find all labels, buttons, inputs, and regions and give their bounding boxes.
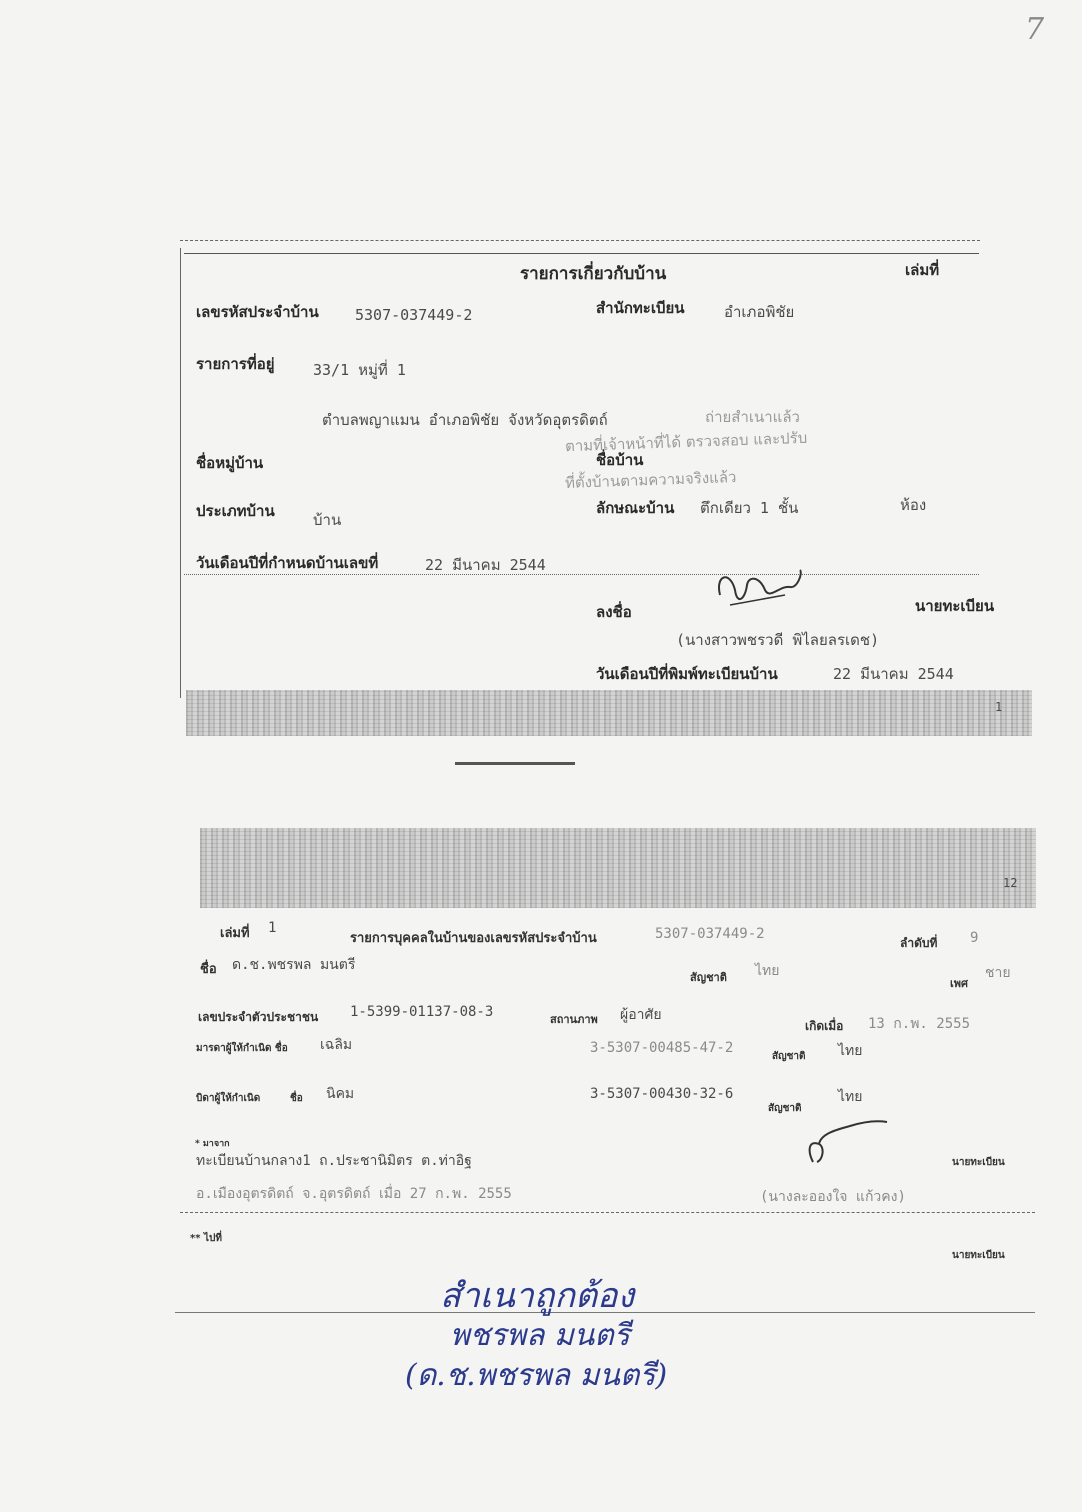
house-style: ตึกเดียว 1 ชั้น: [700, 499, 799, 517]
born-label: เกิดเมื่อ: [805, 1019, 844, 1033]
assigned-date-label: วันเดือนปีที่กำหนดบ้านเลขที่: [196, 554, 379, 572]
status-value: ผู้อาศัย: [620, 1007, 662, 1023]
office-label: สำนักทะเบียน: [596, 299, 685, 317]
status-label: สถานภาพ: [550, 1013, 598, 1026]
person-top-shading: [200, 828, 1036, 908]
house-code: 5307-037449-2: [355, 306, 473, 324]
house-name-label: ชื่อบ้าน: [596, 451, 644, 469]
person-name: ด.ช.พชรพล มนตรี: [232, 957, 356, 973]
print-date: 22 มีนาคม 2544: [833, 665, 954, 683]
name-label: ชื่อ: [200, 962, 217, 977]
rooms-label: ห้อง: [900, 496, 927, 514]
certifier-signature: พชรพล มนตรี: [450, 1318, 630, 1353]
sex-value: ชาย: [985, 965, 1011, 981]
order-label: ลำดับที่: [900, 936, 938, 950]
address-label: รายการที่อยู่: [196, 355, 275, 373]
house-code-label: เลขรหัสประจำบ้าน: [196, 303, 319, 321]
father-nationality: ไทย: [838, 1089, 863, 1105]
order-no: 9: [970, 930, 979, 946]
house-book-label: เล่มที่: [905, 261, 940, 279]
nationality-label: สัญชาติ: [690, 971, 727, 984]
house-section-title: รายการเกี่ยวกับบ้าน: [520, 264, 667, 284]
person-registrar-label: นายทะเบียน: [952, 1157, 1005, 1168]
house-bottom-shading: [186, 690, 1032, 736]
house-type-label: ประเภทบ้าน: [196, 502, 275, 520]
father-name: นิคม: [326, 1086, 355, 1102]
id-value: 1-5399-01137-08-3: [350, 1004, 494, 1020]
sign-label: ลงชื่อ: [596, 603, 632, 621]
mother-label: มารดาผู้ให้กำเนิด ชื่อ: [196, 1043, 288, 1054]
copy-stamp-line3: ที่ตั้งบ้านตามความจริงแล้ว: [564, 468, 737, 492]
id-label: เลขประจำตัวประชาชน: [198, 1010, 319, 1024]
address-line1: 33/1 หมู่ที่ 1: [313, 361, 406, 379]
person-house-code: 5307-037449-2: [655, 926, 765, 942]
assigned-date: 22 มีนาคม 2544: [425, 556, 546, 574]
mother-id: 3-5307-00485-47-2: [590, 1040, 734, 1056]
registrar-signature-icon: [705, 565, 815, 615]
mother-name: เฉลิม: [320, 1037, 353, 1053]
nationality-value: ไทย: [755, 963, 780, 979]
person-book-no: 1: [268, 920, 277, 936]
person-registrar-label2: นายทะเบียน: [952, 1250, 1005, 1261]
born-value: 13 ก.พ. 2555: [868, 1016, 970, 1032]
mother-nationality: ไทย: [838, 1043, 863, 1059]
person-book-label: เล่มที่: [220, 926, 250, 941]
moved-from-line2: อ.เมืองอุตรดิตถ์ จ.อุตรดิตถ์ เมื่อ 27 ก.พ. 2555: [196, 1186, 512, 1202]
father-nat-label: สัญชาติ: [768, 1103, 802, 1114]
print-date-label: วันเดือนปีที่พิมพ์ทะเบียนบ้าน: [596, 665, 778, 683]
father-id: 3-5307-00430-32-6: [590, 1086, 734, 1102]
separator-stroke: [455, 762, 575, 765]
registrar-label: นายทะเบียน: [915, 597, 995, 615]
copy-stamp-line2: ตามที่เจ้าหน้าที่ได้ ตรวจสอบ และปรับ: [564, 428, 808, 456]
person-dashed-rule: [180, 1212, 1035, 1213]
address-line2: ตำบลพญาแมน อำเภอพิชัย จังหวัดอุตรดิตถ์: [322, 411, 608, 429]
house-style-label: ลักษณะบ้าน: [596, 499, 675, 517]
mother-nat-label: สัญชาติ: [772, 1051, 806, 1062]
house-type: บ้าน: [313, 511, 342, 529]
registrar-name: (นางสาวพชรวดี พิไลยลรเดช): [676, 631, 880, 649]
father-label: บิดาผู้ให้กำเนิด: [196, 1093, 261, 1104]
sex-label: เพศ: [950, 977, 968, 990]
moved-from-line1: ทะเบียนบ้านกลาง1 ถ.ประชานิมิตร ต.ท่าอิฐ: [196, 1153, 472, 1169]
office-value: อำเภอพิชัย: [724, 303, 795, 321]
person-registrar-name: (นางละอองใจ แก้วคง): [760, 1189, 906, 1205]
house-page-number: 1: [995, 700, 1003, 714]
village-label: ชื่อหมู่บ้าน: [196, 454, 264, 472]
certifier-name: (ด.ช.พชรพล มนตรี): [405, 1358, 668, 1393]
person-page-number: 12: [1003, 876, 1018, 890]
certified-copy-text: สำเนาถูกต้อง: [440, 1276, 635, 1316]
page-corner-mark: 7: [1025, 12, 1045, 47]
mid-dashed-rule: [184, 574, 979, 575]
moved-from-label: * มาจาก: [195, 1139, 230, 1149]
top-inner-rule: [184, 253, 979, 254]
left-border: [180, 248, 181, 698]
top-border: [180, 240, 980, 241]
copy-stamp-line1: ถ่ายสำเนาแล้ว: [705, 408, 800, 426]
person-registrar-signature-icon: [795, 1112, 895, 1172]
moved-to-label: ** ไปที่: [190, 1233, 222, 1244]
person-list-title: รายการบุคคลในบ้านของเลขรหัสประจำบ้าน: [350, 931, 597, 946]
father-name-label: ชื่อ: [290, 1093, 303, 1104]
